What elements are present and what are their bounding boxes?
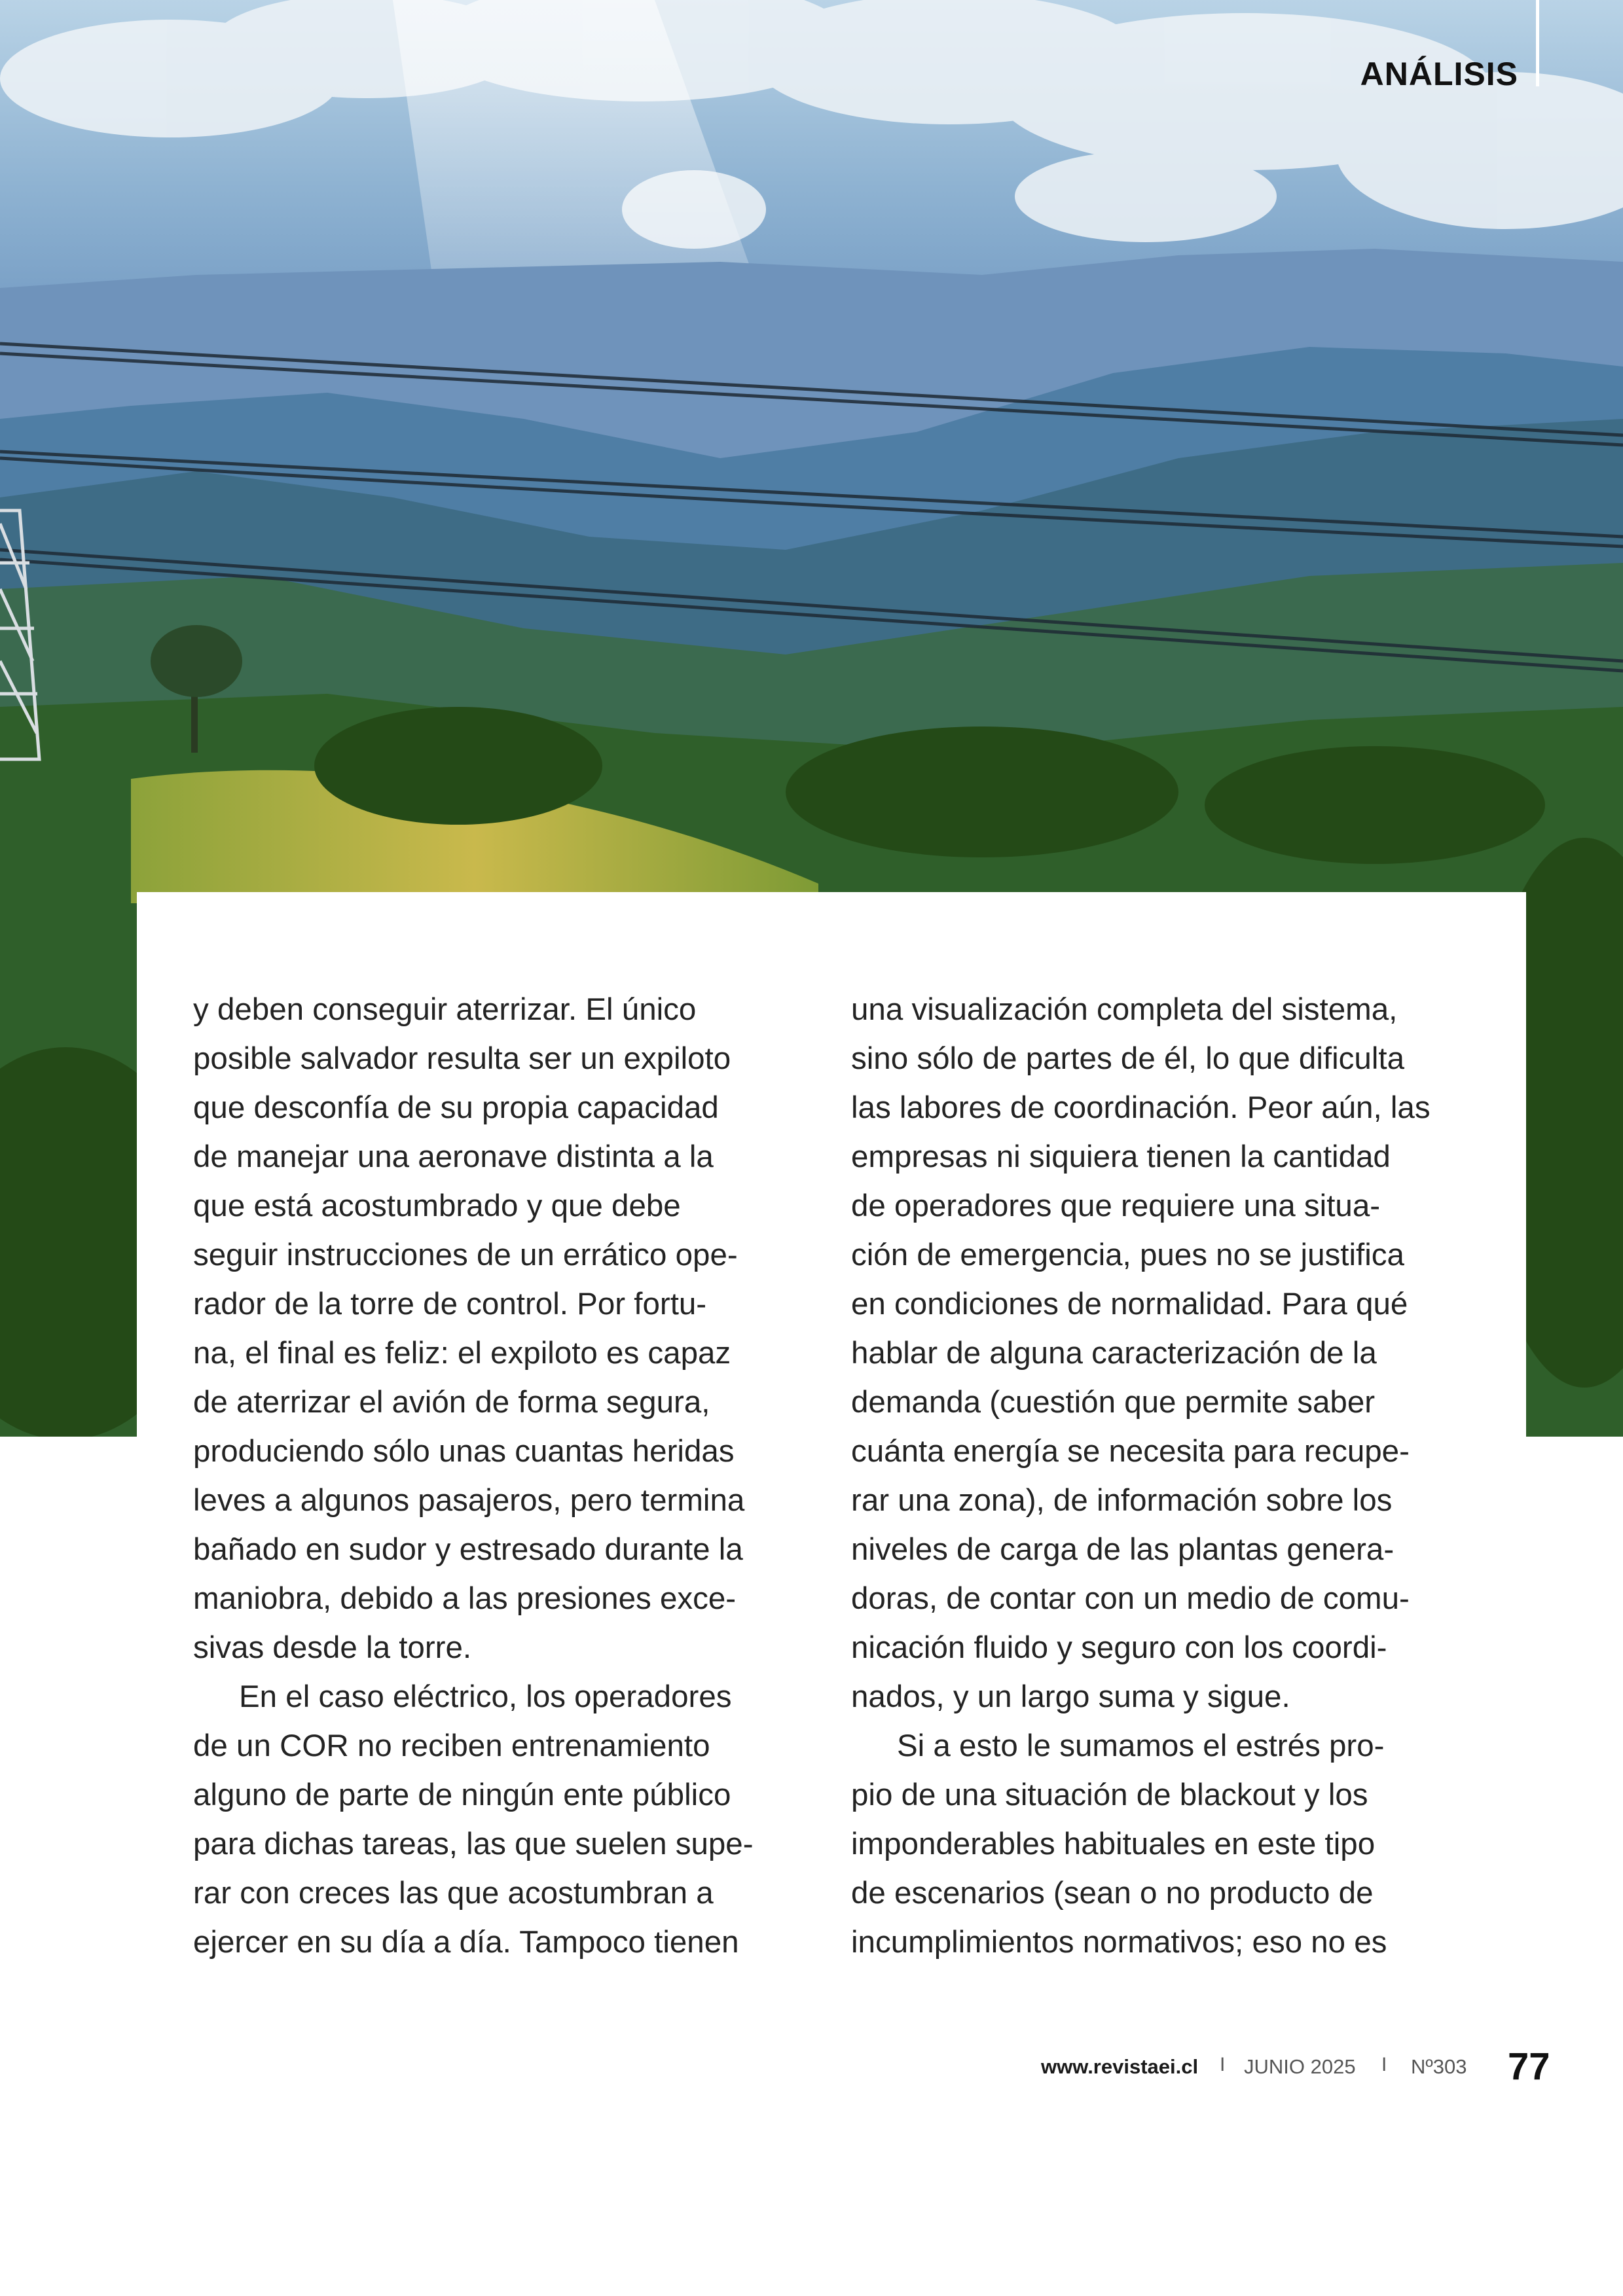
text-line: na, el final es feliz: el expiloto es capaz (193, 1336, 731, 1371)
text-line: que desconfía de su propia capacidad (193, 1090, 719, 1125)
text-line: nicación fluido y seguro con los coordi- (851, 1630, 1387, 1665)
paragraph-start: En el caso eléctrico, los operadores (239, 1679, 732, 1714)
text-line: una visualización completa del sistema, (851, 992, 1398, 1027)
text-line: produciendo sólo unas cuantas heridas (193, 1434, 735, 1469)
text-line: sivas desde la torre. (193, 1630, 472, 1665)
text-line: incumplimientos normativos; eso no es (851, 1925, 1387, 1960)
page-footer (851, 2045, 1552, 2088)
text-line: de manejar una aeronave distinta a la (193, 1139, 714, 1174)
text-line: seguir instrucciones de un errático ope- (193, 1238, 738, 1272)
text-line: ejercer en su día a día. Tampoco tienen (193, 1925, 739, 1960)
text-line: cuánta energía se necesita para recupe- (851, 1434, 1410, 1469)
text-line: en condiciones de normalidad. Para qué (851, 1287, 1408, 1321)
text-line: de operadores que requiere una situa- (851, 1189, 1381, 1223)
text-line: y deben conseguir aterrizar. El único (193, 992, 697, 1027)
page-number: 77 (1508, 2045, 1550, 2088)
text-line: ción de emergencia, pues no se justifica (851, 1238, 1404, 1272)
text-line: doras, de contar con un medio de comu- (851, 1581, 1410, 1616)
text-line: de aterrizar el avión de forma segura, (193, 1385, 710, 1420)
text-line: de un COR no reciben entrenamiento (193, 1729, 710, 1763)
text-line: alguno de parte de ningún ente público (193, 1778, 731, 1812)
text-line: rador de la torre de control. Por fortu- (193, 1287, 707, 1321)
footer-separator: I (1381, 2054, 1387, 2075)
text-line: maniobra, debido a las presiones exce- (193, 1581, 737, 1616)
section-tag-divider (1536, 0, 1539, 86)
text-line: las labores de coordinación. Peor aún, las (851, 1090, 1431, 1125)
footer-issue-number: Nº303 (1411, 2055, 1467, 2078)
text-line: rar una zona), de información sobre los (851, 1483, 1393, 1518)
text-line: bañado en sudor y estresado durante la (193, 1532, 743, 1567)
footer-date: JUNIO 2025 (1244, 2055, 1356, 2078)
text-line: posible salvador resulta ser un expiloto (193, 1041, 731, 1076)
text-line: pio de una situación de blackout y los (851, 1778, 1368, 1812)
text-line: niveles de carga de las plantas genera- (851, 1532, 1395, 1567)
paragraph-start: Si a esto le sumamos el estrés pro- (897, 1729, 1385, 1763)
text-line: que está acostumbrado y que debe (193, 1189, 681, 1223)
text-line: de escenarios (sean o no producto de (851, 1876, 1374, 1910)
text-line: nados, y un largo suma y sigue. (851, 1679, 1290, 1714)
footer-website-link[interactable]: www.revistaei.cl (1041, 2055, 1199, 2078)
section-tag: ANÁLISIS (1360, 56, 1518, 92)
text-line: para dichas tareas, las que suelen supe- (193, 1827, 754, 1861)
text-line: leves a algunos pasajeros, pero termina (193, 1483, 745, 1518)
text-line: empresas ni siquiera tienen la cantidad (851, 1139, 1391, 1174)
text-line: hablar de alguna caracterización de la (851, 1336, 1377, 1371)
text-line: sino sólo de partes de él, lo que dificulta (851, 1041, 1404, 1076)
article-column-left (193, 985, 822, 1967)
footer-separator: I (1220, 2054, 1226, 2075)
article-column-right (851, 985, 1480, 1967)
text-line: demanda (cuestión que permite saber (851, 1385, 1376, 1420)
text-line: imponderables habituales en este tipo (851, 1827, 1376, 1861)
text-line: rar con creces las que acostumbran a (193, 1876, 714, 1910)
